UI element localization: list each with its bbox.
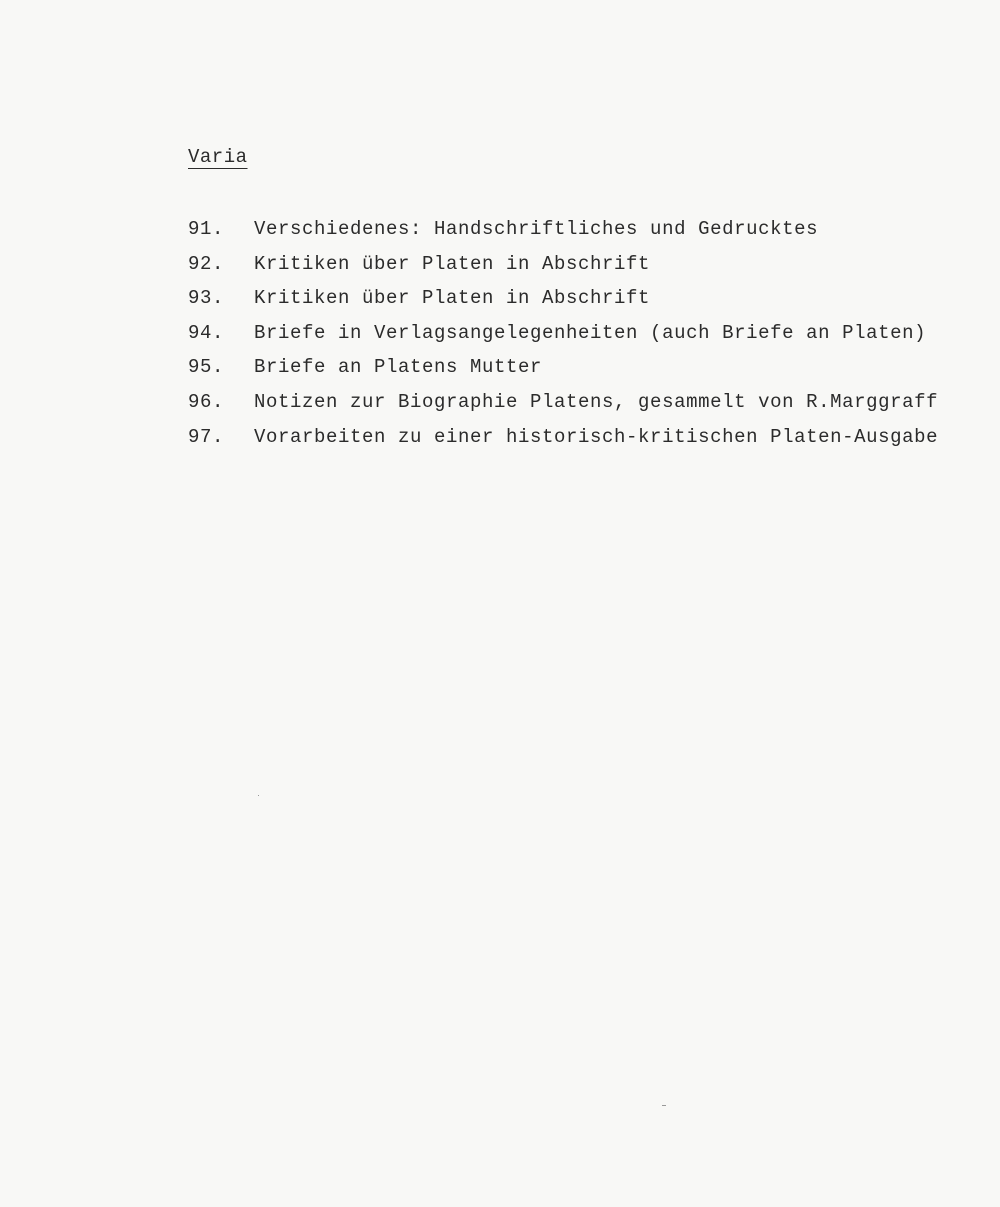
list-item (188, 388, 938, 423)
item-number: 94. (188, 321, 225, 344)
item-text: Kritiken über Platen in Abschrift (254, 287, 651, 310)
item-number: 95. (188, 356, 225, 379)
paper-speck (662, 1105, 666, 1106)
item-text: Verschiedenes: Handschriftliches und Gedrucktes (254, 218, 819, 240)
list-item (188, 353, 938, 388)
item-text: Briefe an Platens Mutter (254, 356, 543, 379)
list-item (188, 423, 938, 458)
item-text: Kritiken über Platen in Abschrift (254, 252, 651, 275)
item-number: 93. (188, 287, 225, 310)
list-item (188, 250, 938, 285)
item-number: 96. (188, 390, 225, 413)
item-number: 97. (188, 425, 225, 448)
paper-speck (258, 795, 259, 796)
list-item (188, 284, 938, 319)
item-list (188, 215, 938, 457)
item-text: Notizen zur Biographie Platens, gesammelt von R.Marggraff (254, 390, 939, 413)
list-item (188, 319, 938, 354)
item-text: Vorarbeiten zu einer historisch-kritischen Platen-Ausgabe (254, 425, 939, 448)
item-text: Briefe in Verlagsangelegenheiten (auch Briefe an Platen) (254, 321, 927, 344)
item-number: 92. (188, 252, 225, 275)
section-heading: Varia (188, 146, 248, 168)
item-number: 91. (188, 218, 225, 240)
list-item (188, 215, 938, 250)
